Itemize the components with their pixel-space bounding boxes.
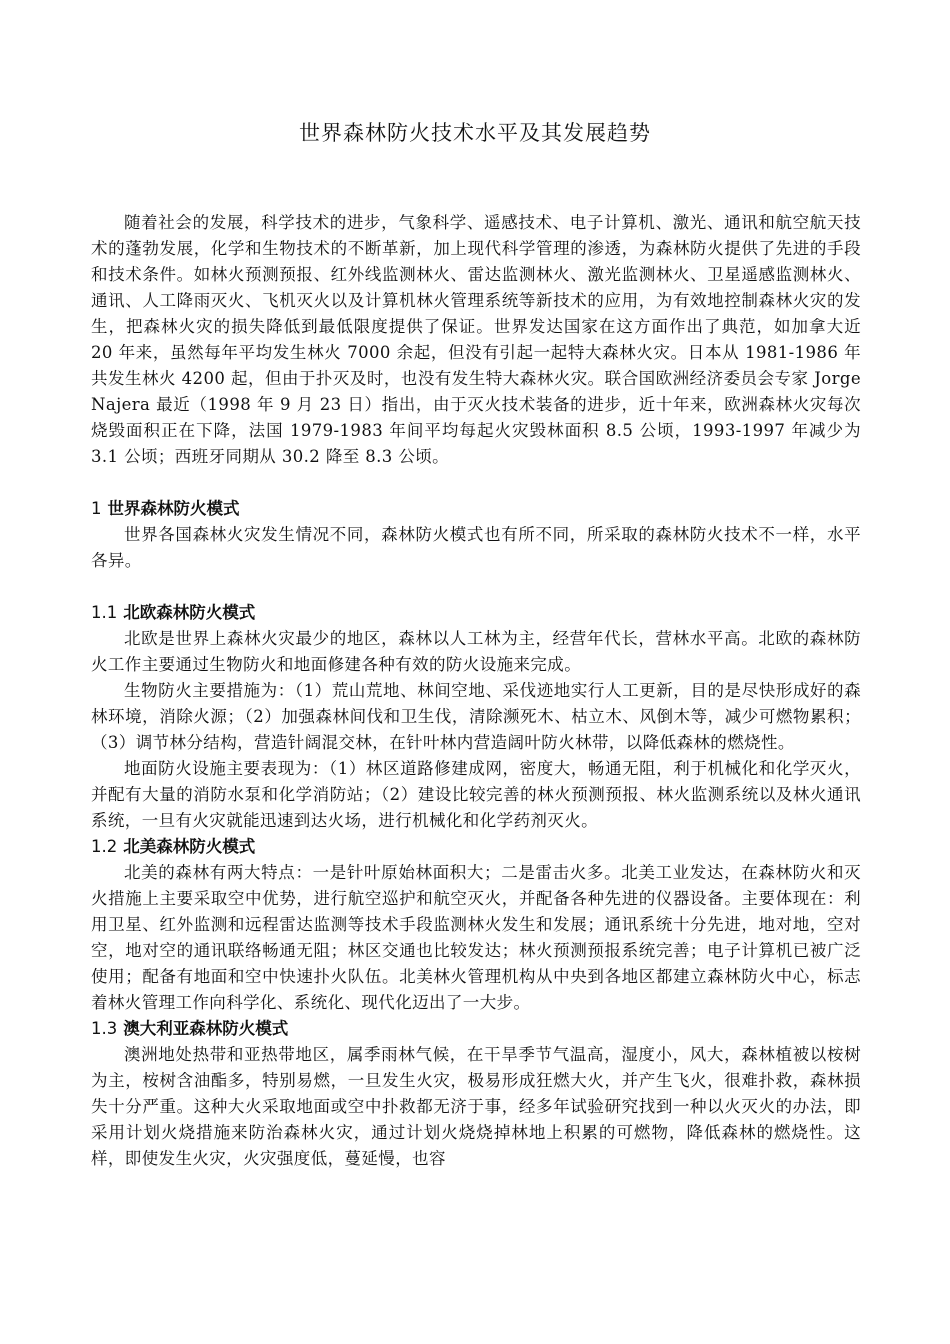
section-number: 1.1	[91, 603, 118, 622]
intro-paragraph: 随着社会的发展，科学技术的进步，气象科学、遥感技术、电子计算机、激光、通讯和航空航天技术的蓬勃发展，化学和生物技术的不断革新，加上现代科学管理的渗透，为森林防火提供了先进的手段和技术条件。如林火预测预报、红外线监测林火、雷达监测林火、激光监测林火、卫星遥感监测林火、通讯、人工降雨灭火、飞机灭火以及计算机林火管理系统等新技术的应用，为有效地控制森林火灾的发生，把森林火灾的损失降低到最低限度提供了保证。世界发达国家在这方面作出了典范，如加拿大近 20 年来，虽然每年平均发生林火 7000 余起，但没有引起一起特大森林火灾。日本从 1981-1986 年共发生林火 4200 起，但由于扑灭及时，也没有发生特大森林火灾。联合国欧洲经济委员会专家 Jorge Najera 最近（1998 年 9 月 23 日）指出，由于灭火技术装备的进步，近十年来，欧洲森林火灾每次烧毁面积正在下降，法国 1979-1983 年间平均每起火灾毁林面积 8.5 公顷，1993-1997 年减少为 3.1 公顷；西班牙同期从 30.2 降至 8.3 公顷。	[91, 213, 861, 466]
section-title: 北欧森林防火模式	[123, 603, 256, 622]
section-1-2-heading	[91, 834, 861, 860]
section-title: 澳大利亚森林防火模式	[123, 1019, 289, 1038]
section-1-heading	[91, 496, 861, 522]
section-number: 1.2	[91, 837, 118, 856]
document-body	[91, 210, 861, 1172]
spacer	[91, 574, 861, 600]
section-1-1-paragraph: 北欧是世界上森林火灾最少的地区，森林以人工林为主，经营年代长，营林水平高。北欧的森林防火工作主要通过生物防火和地面修建各种有效的防火设施来完成。	[91, 629, 861, 674]
section-1-2-paragraph: 北美的森林有两大特点：一是针叶原始林面积大；二是雷击火多。北美工业发达，在森林防火和灭火措施上主要采取空中优势，进行航空巡护和航空灭火，并配备各种先进的仪器设备。主要体现在：利用卫星、红外监测和远程雷达监测等技术手段监测林火发生和发展；通讯系统十分先进，地对地，空对空，地对空的通讯联络畅通无阻；林区交通也比较发达；林火预测预报系统完善；电子计算机已被广泛使用；配备有地面和空中快速扑火队伍。北美林火管理机构从中央到各地区都建立森林防火中心，标志着林火管理工作向科学化、系统化、现代化迈出了一大步。	[91, 863, 861, 1012]
section-number: 1	[91, 499, 102, 518]
section-1-3-heading	[91, 1016, 861, 1042]
section-1-3-paragraph: 澳洲地处热带和亚热带地区，属季雨林气候，在干旱季节气温高，湿度小，风大，森林植被以桉树为主，桉树含油酯多，特别易燃，一旦发生火灾，极易形成狂燃大火，并产生飞火，很难扑救，森林损失十分严重。这种大火采取地面或空中扑救都无济于事，经多年试验研究找到一种以火灭火的办法，即采用计划火烧措施来防治森林火灾，通过计划火烧烧掉林地上积累的可燃物，降低森林的燃烧性。这样，即使发生火灾，火灾强度低，蔓延慢，也容	[91, 1045, 861, 1168]
section-title: 北美森林防火模式	[123, 837, 256, 856]
document-title: 世界森林防火技术水平及其发展趋势	[299, 121, 651, 145]
section-title: 世界森林防火模式	[107, 499, 240, 518]
section-1-1-heading	[91, 600, 861, 626]
section-1-paragraph: 世界各国森林火灾发生情况不同，森林防火模式也有所不同，所采取的森林防火技术不一样，水平各异。	[91, 525, 861, 570]
section-1-1-paragraph: 地面防火设施主要表现为：（1）林区道路修建成网，密度大，畅通无阻，利于机械化和化学灭火，并配有大量的消防水泵和化学消防站；（2）建设比较完善的林火预测预报、林火监测系统以及林火通讯系统，一旦有火灾就能迅速到达火场，进行机械化和化学药剂灭火。	[91, 759, 861, 830]
spacer	[91, 470, 861, 496]
section-number: 1.3	[91, 1019, 118, 1038]
section-1-1-paragraph: 生物防火主要措施为：（1）荒山荒地、林间空地、采伐迹地实行人工更新，目的是尽快形成好的森林环境，消除火源；（2）加强森林间伐和卫生伐，清除濒死木、枯立木、风倒木等，减少可燃物累积；（3）调节林分结构，营造针阔混交林，在针叶林内营造阔叶防火林带，以降低森林的燃烧性。	[91, 681, 861, 752]
